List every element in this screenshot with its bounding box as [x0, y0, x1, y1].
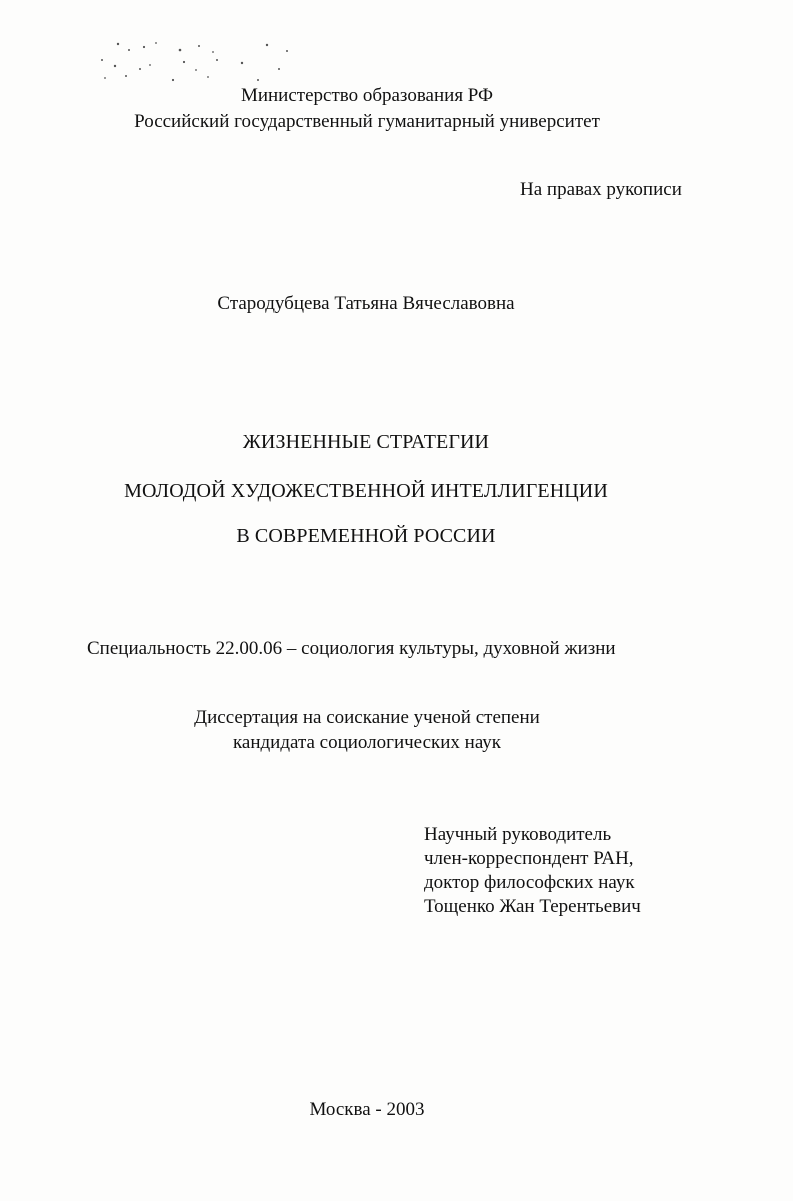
advisor-title-1: член-корреспондент РАН, — [424, 848, 634, 869]
specialty-line: Специальность 22.00.06 – социология культуры, духовной жизни — [87, 638, 616, 659]
ministry-name: Министерство образования РФ — [240, 85, 494, 106]
advisor-name: Тощенко Жан Терентьевич — [424, 896, 641, 917]
author-name: Стародубцева Татьяна Вячеславовна — [217, 293, 515, 314]
advisor-title-2: доктор философских наук — [424, 872, 635, 893]
advisor-role: Научный руководитель — [424, 824, 612, 845]
manuscript-note: На правах рукописи — [520, 179, 682, 200]
dissertation-degree-line-2: кандидата социологических наук — [232, 732, 502, 753]
dissertation-degree-line-1: Диссертация на соискание ученой степени — [194, 707, 540, 728]
university-name: Российский государственный гуманитарный университет — [134, 111, 600, 132]
scan-noise-marks — [96, 38, 296, 84]
thesis-title-line-3: В СОВРЕМЕННОЙ РОССИИ — [236, 525, 496, 547]
place-and-year: Москва - 2003 — [309, 1099, 425, 1120]
thesis-title-line-1: ЖИЗНЕННЫЕ СТРАТЕГИИ — [242, 431, 490, 453]
thesis-title-line-2: МОЛОДОЙ ХУДОЖЕСТВЕННОЙ ИНТЕЛЛИГЕНЦИИ — [124, 480, 608, 502]
